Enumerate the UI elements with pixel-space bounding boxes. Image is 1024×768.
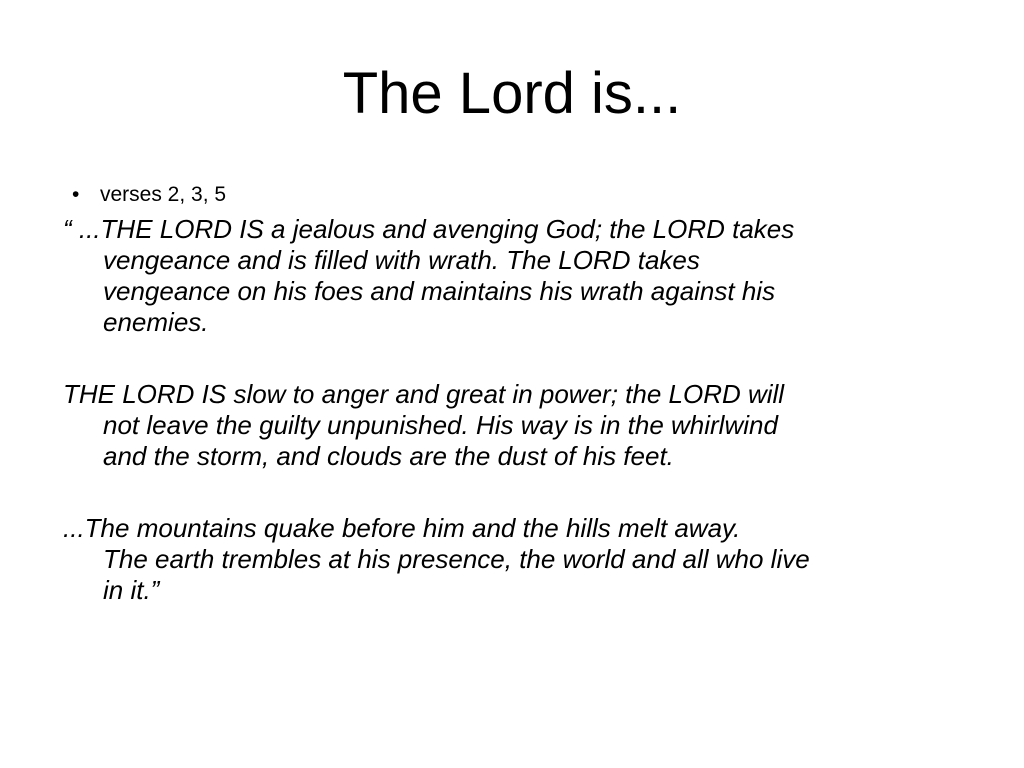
scripture-paragraph-3 — [63, 513, 963, 606]
paragraph-line: not leave the guilty unpunished. His way is in the whirlwind — [103, 410, 778, 440]
bullet-marker: • — [72, 183, 80, 206]
paragraph-line: and the storm, and clouds are the dust of his feet. — [103, 441, 674, 471]
paragraph-line: ...The mountains quake before him and the hills melt away. — [63, 513, 741, 543]
scripture-paragraph-1 — [63, 214, 963, 338]
paragraph-line: The earth trembles at his presence, the world and all who live — [103, 544, 810, 574]
paragraph-line: vengeance and is filled with wrath. The LORD takes — [103, 245, 700, 275]
paragraph-line: vengeance on his foes and maintains his wrath against his — [103, 276, 776, 306]
paragraph-line: “ ...THE LORD IS a jealous and avenging God; the LORD takes — [63, 214, 795, 244]
paragraph-line: THE LORD IS slow to anger and great in power; the LORD will — [63, 379, 785, 409]
bullet-item — [72, 182, 226, 208]
paragraph-line: in it.” — [103, 575, 160, 605]
bullet-text: verses 2, 3, 5 — [100, 183, 227, 206]
scripture-paragraph-2 — [63, 379, 963, 472]
slide-title: The Lord is... — [342, 61, 682, 126]
paragraph-line: enemies. — [103, 307, 209, 337]
